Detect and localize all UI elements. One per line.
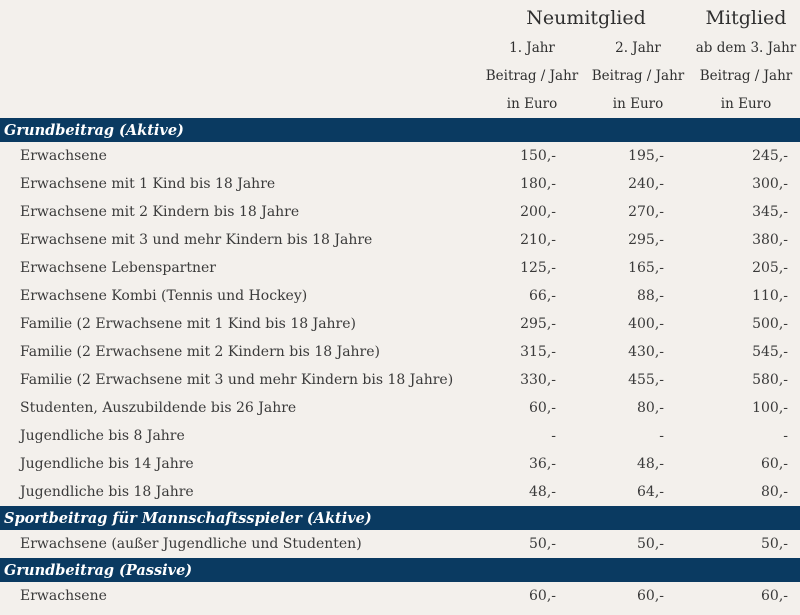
column-year: 1. Jahr bbox=[509, 40, 555, 56]
row-label: Erwachsene bbox=[20, 588, 107, 604]
row-label: Erwachsene mit 2 Kindern bis 18 Jahre bbox=[20, 204, 300, 220]
fee-value: 270,- bbox=[628, 204, 664, 220]
fee-value: 400,- bbox=[628, 316, 664, 332]
section-header-row bbox=[0, 506, 800, 530]
fee-value: 245,- bbox=[752, 148, 788, 164]
table-row bbox=[0, 254, 800, 282]
group-header-mitglied: Mitglied bbox=[705, 7, 787, 29]
fee-value: 66,- bbox=[529, 288, 556, 304]
table-row bbox=[0, 530, 800, 558]
fee-value: 240,- bbox=[628, 176, 664, 192]
fee-value: 80,- bbox=[637, 400, 664, 416]
table-row bbox=[0, 450, 800, 478]
fee-value: 64,- bbox=[637, 484, 664, 500]
table-row bbox=[0, 198, 800, 226]
fee-value: 48,- bbox=[637, 456, 664, 472]
table-row bbox=[0, 226, 800, 254]
fee-value: 60,- bbox=[761, 456, 788, 472]
row-label: Erwachsene mit 3 und mehr Kindern bis 18 Jahre bbox=[20, 232, 373, 248]
table-row bbox=[0, 394, 800, 422]
fee-value: 88,- bbox=[637, 288, 664, 304]
row-label: Erwachsene (außer Jugendliche und Studenten) bbox=[20, 536, 362, 552]
fee-value: - bbox=[551, 428, 556, 444]
table-row bbox=[0, 478, 800, 506]
table-row bbox=[0, 582, 800, 610]
table-row bbox=[0, 422, 800, 450]
fee-value: 165,- bbox=[628, 260, 664, 276]
fee-value: 60,- bbox=[761, 588, 788, 604]
fee-value: 380,- bbox=[752, 232, 788, 248]
row-label: Erwachsene bbox=[20, 148, 107, 164]
fee-value: 430,- bbox=[628, 344, 664, 360]
row-label: Familie (2 Erwachsene mit 1 Kind bis 18 Jahre) bbox=[20, 316, 356, 332]
table-row bbox=[0, 282, 800, 310]
column-label: Beitrag / Jahr bbox=[591, 68, 685, 84]
group-header-neumitglied: Neumitglied bbox=[526, 7, 646, 29]
fee-value: 300,- bbox=[752, 176, 788, 192]
row-label: Erwachsene Lebenspartner bbox=[20, 260, 216, 276]
fee-value: 455,- bbox=[628, 372, 664, 388]
fee-value: 50,- bbox=[529, 536, 556, 552]
column-year: ab dem 3. Jahr bbox=[695, 40, 797, 56]
column-year: 2. Jahr bbox=[615, 40, 661, 56]
table-row bbox=[0, 310, 800, 338]
fee-value: 200,- bbox=[520, 204, 556, 220]
fee-value: 50,- bbox=[761, 536, 788, 552]
fee-value: 150,- bbox=[520, 148, 556, 164]
fee-value: 60,- bbox=[529, 400, 556, 416]
fee-value: 205,- bbox=[752, 260, 788, 276]
fee-value: 345,- bbox=[752, 204, 788, 220]
row-label: Jugendliche bis 8 Jahre bbox=[20, 428, 185, 444]
table-body bbox=[0, 118, 800, 610]
fee-value: 60,- bbox=[529, 588, 556, 604]
fee-value: 315,- bbox=[520, 344, 556, 360]
column-unit: in Euro bbox=[612, 96, 664, 112]
fee-value: 210,- bbox=[520, 232, 556, 248]
section-header-row bbox=[0, 558, 800, 582]
row-label: Erwachsene mit 1 Kind bis 18 Jahre bbox=[20, 176, 276, 192]
row-label: Studenten, Auszubildende bis 26 Jahre bbox=[20, 400, 297, 416]
fee-value: - bbox=[783, 428, 788, 444]
table-row bbox=[0, 338, 800, 366]
fee-value: - bbox=[659, 428, 664, 444]
fee-value: 80,- bbox=[761, 484, 788, 500]
row-label: Jugendliche bis 18 Jahre bbox=[20, 484, 194, 500]
table-row bbox=[0, 366, 800, 394]
row-label: Familie (2 Erwachsene mit 2 Kindern bis 18 Jahre) bbox=[20, 344, 380, 360]
table-header bbox=[0, 0, 800, 118]
fee-value: 50,- bbox=[637, 536, 664, 552]
row-label: Erwachsene Kombi (Tennis und Hockey) bbox=[20, 288, 308, 304]
fee-value: 295,- bbox=[520, 316, 556, 332]
column-label: Beitrag / Jahr bbox=[485, 68, 579, 84]
fee-value: 125,- bbox=[520, 260, 556, 276]
fee-value: 100,- bbox=[752, 400, 788, 416]
header-spacer bbox=[0, 0, 480, 34]
section-title: Sportbeitrag für Mannschaftsspieler (Aktive) bbox=[0, 506, 800, 530]
table-row bbox=[0, 170, 800, 198]
section-title: Grundbeitrag (Aktive) bbox=[0, 118, 800, 142]
fee-value: 48,- bbox=[529, 484, 556, 500]
section-header-row bbox=[0, 118, 800, 142]
section-title: Grundbeitrag (Passive) bbox=[0, 558, 800, 582]
table-row bbox=[0, 142, 800, 170]
fee-value: 180,- bbox=[520, 176, 556, 192]
row-label: Jugendliche bis 14 Jahre bbox=[20, 456, 194, 472]
fee-value: 110,- bbox=[752, 288, 788, 304]
column-label: Beitrag / Jahr bbox=[699, 68, 793, 84]
fee-value: 500,- bbox=[752, 316, 788, 332]
fee-value: 60,- bbox=[637, 588, 664, 604]
fee-value: 545,- bbox=[752, 344, 788, 360]
fee-value: 195,- bbox=[628, 148, 664, 164]
column-unit: in Euro bbox=[720, 96, 772, 112]
fee-value: 36,- bbox=[529, 456, 556, 472]
column-unit: in Euro bbox=[506, 96, 558, 112]
fee-value: 580,- bbox=[752, 372, 788, 388]
row-label: Familie (2 Erwachsene mit 3 und mehr Kindern bis 18 Jahre) bbox=[20, 372, 454, 388]
fee-value: 295,- bbox=[628, 232, 664, 248]
fee-value: 330,- bbox=[520, 372, 556, 388]
